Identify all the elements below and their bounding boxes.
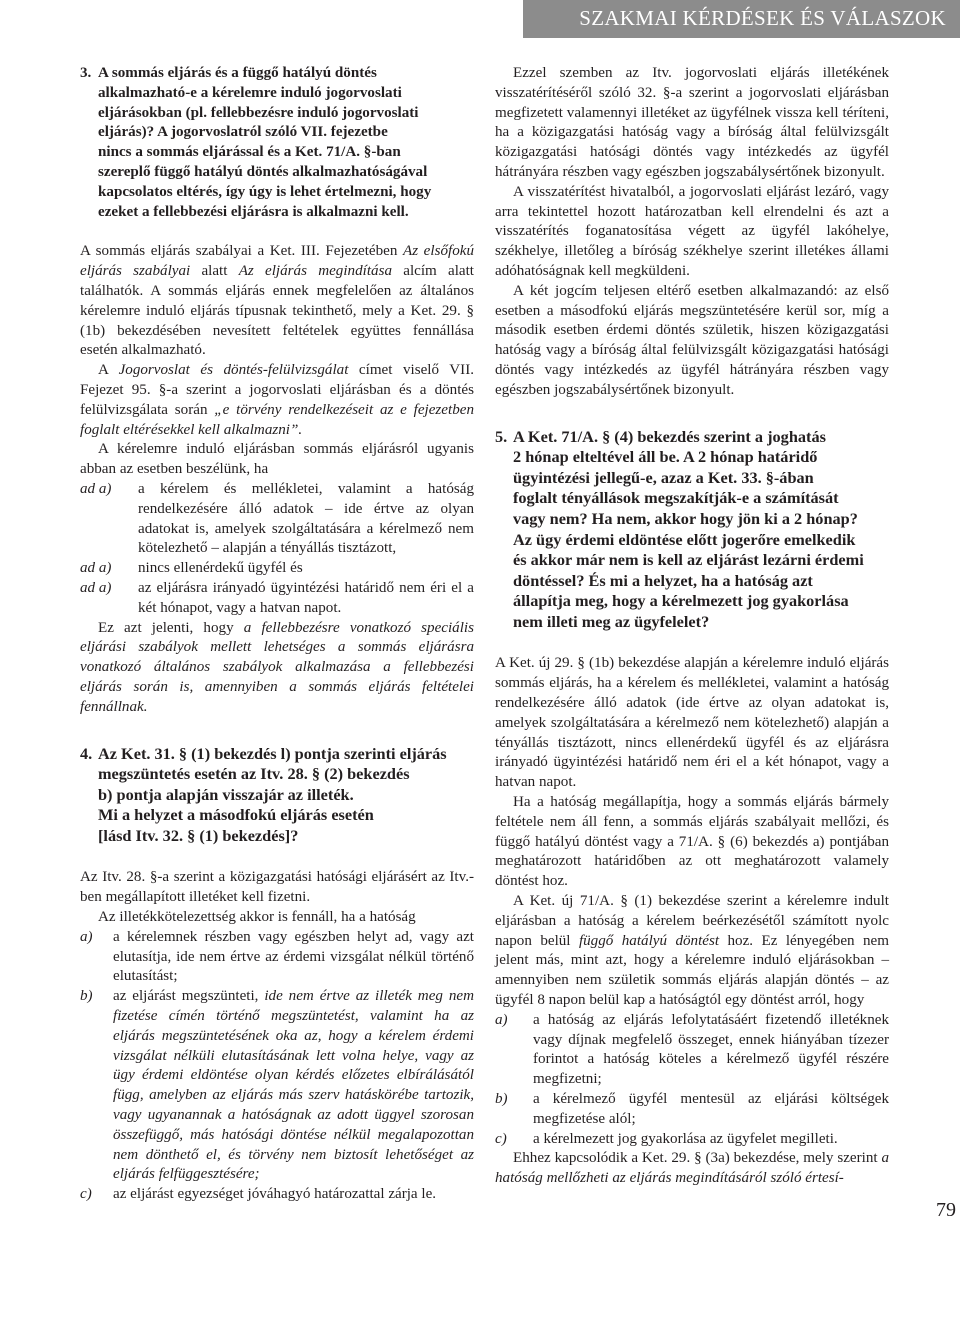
question-line: A Ket. 71/A. § (4) bekezdés szerint a joghatás [513,426,826,446]
header-bar [523,0,960,38]
paragraph: Ezzel szemben az Itv. jogorvoslati eljárás illetékének visszatérítéséről szóló 32. §-a szerint a jogorvoslati eljárásban megfizetett valamennyi illetéket az ügyfélnek vissza kell téríteni, ha a közigazgatási hatóság vagy a bíróság által felülvizsgált közigazgatási hatósági döntés vagy intézkedés az ügyfél hátrányára részben vagy egészben jogszabálysértőnek bizonyult. [495,65,889,180]
question-line: kapcsolatos eltérés, így úgy is lehet értelmezni, hogy [98,183,432,200]
list-item [495,1130,889,1150]
question-5 [495,427,889,633]
question-line: ezeket a fellebbezési eljárásra is alkalmazni kell. [98,203,409,220]
list-label: b) [495,1091,508,1108]
list-text: a kérelem és mellékletei, valamint a hatóság rendelkezésére álló adatok – ide értve az olyan adatokat is, amelyek szolgáltatására a kérelmező nem kötelezhető – alapján a tényállás tisztázott, [138,480,474,557]
question-4 [80,744,474,847]
paragraph: A Jogorvoslat és döntés-felülvizsgálat címet viselő VII. Fejezet 95. §-a szerint a jogorvoslati eljárásban és a döntés felülvizsgálata során „e törvény rendelkezéseit az e fejezetben foglalt eltérésekkel kell alkalmazni”. [80,362,474,438]
question-line: Az Ket. 31. § (1) bekezdés l) pontja szerinti eljárás [98,743,447,763]
question-line: Mi a helyzet a másodfokú eljárás esetén [98,805,374,825]
list-text: a kérelmezett jog gyakorlása az ügyfelet megilleti. [533,1130,838,1147]
question-line: állapítja meg, hogy a kérelmezett jog gyakorlása [513,591,849,611]
list-label: b) [80,988,93,1005]
question-text [98,744,474,847]
list-item [495,1090,889,1130]
question-number: 5. [495,426,508,446]
list-text: a hatóság az eljárás lefolytatásáért fizetendő illetéknek vagy díjnak megfelelő összeget, ennek hiányában tízezer forintot a hatóság köteles a kérelmező ügyfél részére megfizetni; [533,1011,889,1088]
paragraph: Az Itv. 28. §-a szerint a közigazgatási hatósági eljárásért az Itv.-ben megállapított illetéket kell fizetni. [80,869,474,906]
paragraph: Az illetékkötelezettség akkor is fennáll, ha a hatóság [98,909,416,926]
question-line: [lásd Itv. 32. § (1) bekezdés]? [98,825,299,845]
list-label: a) [495,1011,508,1028]
list-label: a) [80,928,93,945]
list-text: az eljárást egyezséget jóváhagyó határozattal zárja le. [113,1186,437,1203]
list-label: c) [495,1130,507,1147]
list-item [80,559,474,579]
question-line: Az ügy érdemi eldöntése előtt jogerőre emelkedik [513,529,856,549]
list-item [80,928,474,987]
list-text: az eljárásra irányadó ügyintézési határidő nem éri el a két hónapot, vagy a hatvan napot. [138,579,474,616]
question-line: vagy nem? Ha nem, akkor hogy jön ki a 2 hónap? [513,508,858,528]
list-text: az eljárást megszünteti, ide nem értve az illeték meg nem fizetése címén történő megszüntetést, valamint ha az eljárás megszüntetésének oka az, hogy a kérelem érdemi vizsgálat nélküli elutasításának lett volna helye, vagy az ügy érdemi eldöntése olyan kérdés előzetes elbírálásától függ, amelyben az eljárás más szerv hatáskörébe tartozik, vagy ugyanannak a hatóságnak az adott üggyel szorosan összefüggő, más hatósági döntése nélkül megalapozottan nem dönthető el, és törvény nem biztosít lehetőséget az eljárás felfüggesztésére; [113,988,474,1183]
list-item [80,480,474,559]
question-line: ügyintézési jellegű-e, azaz a Ket. 33. §-ában [513,467,814,487]
paragraph: Ha a hatóság megállapítja, hogy a sommás eljárás bármely feltétele nem áll fenn, a sommás eljárás szabályait mellőzi, és függő hatályú döntést vagy a 71/A. § (6) bekezdés a) pontjában meghatározott határidőben az ott meghatározott valamely döntést hoz. [495,794,889,890]
paragraph: Ez azt jelenti, hogy a fellebbezésre vonatkozó speciális eljárási szabályok mellett lehetséges a sommás eljárásra vonatkozó általános szabályok alkalmazása a fellebbezési eljárás során is, amennyiben a sommás eljárás feltételei fennállnak. [80,619,474,715]
paragraph: Ehhez kapcsolódik a Ket. 29. § (3a) bekezdése, mely szerint a hatóság mellőzheti az eljárás megindításáról szóló értesí- [495,1150,889,1187]
paragraph: A két jogcím teljesen eltérő esetben alkalmazandó: az első esetben a másodfokú eljárás megszüntetésére kerül sor, míg a második esetben érdemi döntés születik, hiszen közigazgatási hatóság vagy a bíróság által felülvizsgált közigazgatási hatósági döntés vagy intézkedés az ügyfél hátrányára részben vagy egészben jogszabálysértőnek bizonyult. [495,282,889,398]
question-line: döntéssel? És mi a helyzet, ha a hatóság azt [513,570,813,590]
question-text [513,427,889,633]
question-line: eljárásokban (pl. fellebbezésre induló jogorvoslati [98,104,419,121]
question-line: alkalmazható-e a kérelemre induló jogorvoslati [98,84,402,101]
list-item [80,579,474,619]
page-number: 79 [936,1199,956,1221]
list-item [495,1011,889,1090]
list-item [80,1185,474,1205]
paragraph: A kérelemre induló eljárásban sommás eljárásról ugyanis abban az esetben beszélünk, ha [80,441,474,478]
question-line: b) pontja alapján visszajár az illeték. [98,784,354,804]
left-column [80,64,474,1205]
question-3 [80,64,474,222]
list-text: a kérelemnek részben vagy egészben helyt ad, vagy azt elutasítja, ide nem értve az érdemi vizsgálat nélkül történő elutasítást; [113,928,474,985]
list-label: ad a) [80,480,112,497]
list-text: a kérelmező ügyfél mentesül az eljárási költségek megfizetése alól; [533,1091,889,1127]
question-line: foglalt tényállások megszakítják-e a számítását [513,488,839,508]
question-line: 2 hónap elteltével áll be. A 2 hónap határidő [513,447,818,467]
question-number: 3. [80,65,92,81]
list-item [80,987,474,1185]
question-line: nincs a sommás eljárással és a Ket. 71/A. §-ban [98,144,401,161]
question-line: és akkor már nem is kell az eljárást lezárni érdemi [513,550,864,570]
paragraph: A Ket. új 71/A. § (1) bekezdése szerint a kérelemre indult eljárásban a hatóság a kérelem beérkezésétől számított nyolc napon belül függő hatályú döntést hoz. Ez lényegében nem jelent más, mint azt, hogy a kérelemre induló eljárásokban – amennyiben nem születik sommás eljárás alapján döntés – az ügyfél 8 napon belül kap a hatóságtól egy döntést arról, hogy [495,893,889,1009]
list-label: ad a) [80,560,112,577]
question-line: A sommás eljárás és a függő hatályú döntés [98,65,377,81]
question-line: megszüntetés esetén az Itv. 28. § (2) bekezdés [98,764,410,784]
question-line: eljárás)? A jogorvoslatról szóló VII. fejezetbe [98,124,388,141]
paragraph: A sommás eljárás szabályai a Ket. III. Fejezetében Az elsőfokú eljárás szabályai alatt Az eljárás megindítása alcím alatt találhatók. A sommás eljárás ennek megfelelően az általános kérelemre induló eljárás típusnak tekinthető, mely a Ket. 29. § (1b) bekezdésében nevesített feltételek együttes fennállása esetén alkalmazható. [80,243,474,359]
question-number: 4. [80,743,93,763]
paragraph: A Ket. új 29. § (1b) bekezdése alapján a kérelemre induló eljárás sommás eljárás, ha a kérelem és mellékletei, valamint a hatóság rendelkezésére álló adatok (ide értve az olyan adatokat is, amelyek szolgáltatására a kérelmező nem kötelezhető) alapján a tényállás tisztázott, nincs ellenérdekű ügyfél és az eljárásra irányadó ügyintézési határidő nem éri el a két hónapot, vagy a hatvan napot. [495,655,889,791]
question-line: szereplő függő hatályú döntés alkalmazhatóságával [98,163,428,180]
list-text: nincs ellenérdekű ügyfél és [138,560,303,577]
right-column [495,64,889,1189]
paragraph: A visszatérítést hivatalból, a jogorvoslati eljárást lezáró, vagy arra tekintettel hozott határozatban kell elrendelni és azt a visszatérítés foganatosítása végett az ügyfél lakóhelye, székhelye, illetőleg a bíróság székhelye szerint illetékes állami adóhatóságnak kell megküldeni. [495,183,889,279]
question-text [98,64,474,222]
section-title: SZAKMAI KÉRDÉSEK ÉS VÁLASZOK [579,6,946,30]
list-label: c) [80,1186,92,1203]
list-label: ad a) [80,579,112,596]
question-line: nem illeti meg az ügyfelelet? [513,611,710,631]
